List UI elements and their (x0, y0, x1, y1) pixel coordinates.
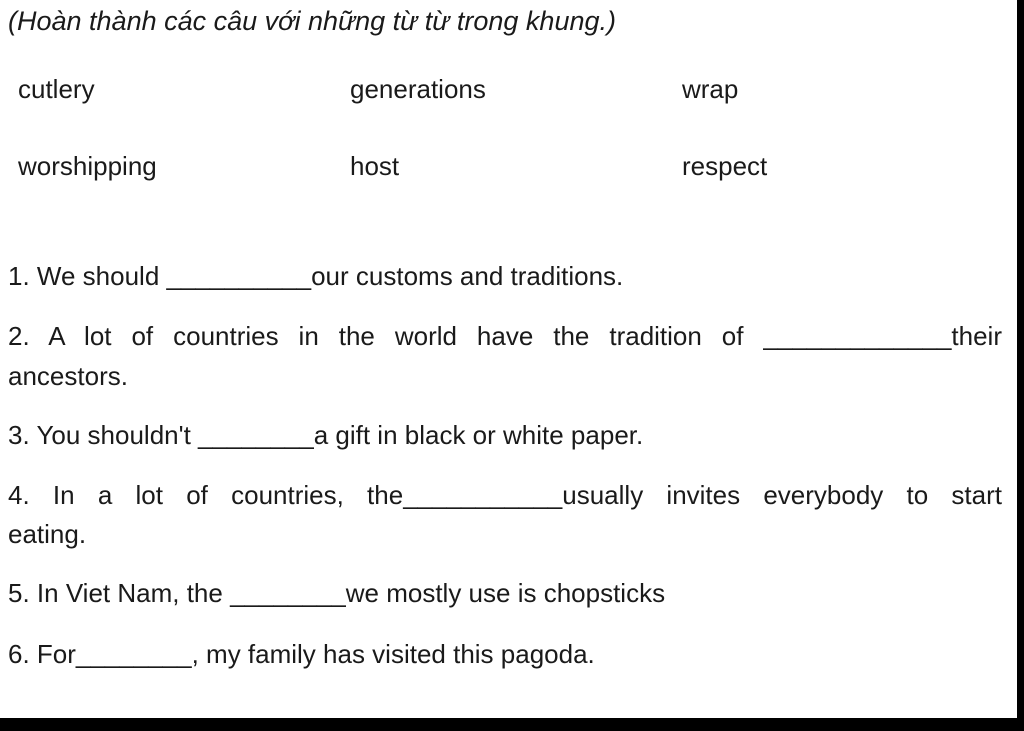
sentence-2-line-2: ancestors. (8, 361, 128, 391)
word-bank-item-worshipping: worshipping (18, 151, 157, 181)
word-bank-item-respect: respect (682, 151, 768, 181)
sentence-4-line-2: eating. (8, 519, 87, 549)
word-bank-item-generations: generations (350, 74, 486, 104)
sentence-4-line-1: 4. In a lot of countries, the___________usually invites everybody to start (8, 480, 1002, 510)
word-bank-item-host: host (350, 151, 400, 181)
image-crop-edge-right (1017, 0, 1024, 731)
word-bank-item-wrap: wrap (682, 74, 739, 104)
sentence-6: 6. For________, my family has visited this pagoda. (8, 639, 595, 669)
sentence-5: 5. In Viet Nam, the ________we mostly use is chopsticks (8, 578, 666, 608)
sentence-2-line-1: 2. A lot of countries in the world have the tradition of _____________their (8, 321, 1002, 351)
word-bank-item-cutlery: cutlery (18, 74, 95, 104)
sentence-1: 1. We should __________our customs and traditions. (8, 261, 624, 291)
sentence-3: 3. You shouldn't ________a gift in black or white paper. (8, 420, 644, 450)
instruction-text: (Hoàn thành các câu với những từ từ trong khung.) (8, 6, 616, 36)
image-crop-edge-bottom (0, 718, 1024, 731)
